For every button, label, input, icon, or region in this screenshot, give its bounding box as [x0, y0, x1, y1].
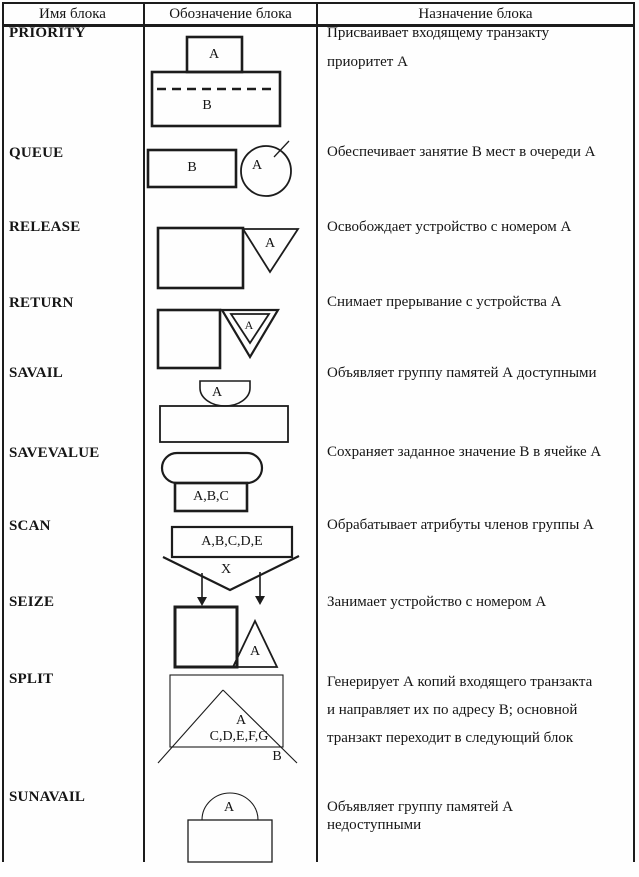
description-line: Занимает устройство с номером А	[327, 594, 547, 610]
block-name-priority: PRIORITY	[9, 25, 86, 41]
priority-label-a: A	[208, 47, 220, 62]
priority-label-b: B	[202, 98, 212, 113]
block-name-release: RELEASE	[9, 219, 81, 235]
description-line: и направляет их по адресу В; основной	[327, 702, 578, 718]
split-label-b: B	[272, 749, 282, 764]
block-name-scan: SCAN	[9, 518, 51, 534]
block-name-savevalue: SAVEVALUE	[9, 445, 100, 461]
split-right-leg	[223, 690, 297, 763]
description-line: Присваивает входящему транзакту	[327, 25, 550, 41]
scan-label-x: X	[220, 562, 232, 577]
description-line: Обрабатывает атрибуты членов группы А	[327, 517, 594, 533]
block-name-split: SPLIT	[9, 671, 54, 687]
block-name-savail: SAVAIL	[9, 365, 64, 381]
column-header-symbol: Обозначение блока	[169, 6, 292, 22]
seize-label-a: A	[249, 644, 261, 659]
priority-bottom-box	[152, 72, 280, 126]
block-name-queue: QUEUE	[9, 145, 64, 161]
seize-box	[175, 607, 237, 667]
savail-cup	[200, 381, 250, 406]
savail-box	[160, 406, 288, 442]
sunavail-box	[188, 820, 272, 862]
split-left-leg	[158, 690, 223, 763]
sunavail-label-a: A	[223, 800, 235, 815]
queue-label-a: A	[251, 158, 263, 173]
queue-circle	[241, 146, 291, 196]
description-line: приоритет А	[327, 54, 408, 70]
release-box	[158, 228, 243, 288]
scan-label-abcde: A,B,C,D,E	[201, 534, 263, 549]
split-label-cdefg: C,D,E,F,G	[209, 729, 269, 744]
column-header-name: Имя блока	[39, 6, 106, 22]
description-line: Снимает прерывание с устройства А	[327, 294, 562, 310]
description-line: недоступными	[327, 817, 422, 833]
block-name-return: RETURN	[9, 295, 74, 311]
savail-label-a: A	[211, 385, 223, 400]
description-line: Обеспечивает занятие В мест в очереди А	[327, 144, 596, 160]
release-label-a: A	[264, 236, 276, 251]
description-line: Генерирует А копий входящего транзакта	[327, 674, 593, 690]
description-line: Объявляет группу памятей А доступными	[327, 365, 597, 381]
return-box	[158, 310, 220, 368]
scan-arrow-right-head	[255, 596, 265, 605]
queue-label-b: B	[187, 160, 197, 175]
description-line: Сохраняет заданное значение В в ячейке А	[327, 444, 602, 460]
description-line: транзакт переходит в следующий блок	[327, 730, 574, 746]
column-header-purpose: Назначение блока	[418, 6, 533, 22]
description-line: Освобождает устройство с номером А	[327, 219, 572, 235]
savevalue-label-abc: A,B,C	[193, 489, 229, 504]
block-name-seize: SEIZE	[9, 594, 55, 610]
block-name-sunavail: SUNAVAIL	[9, 789, 86, 805]
scan-arrow-left-head	[197, 597, 207, 606]
savevalue-stadium	[162, 453, 262, 483]
return-label-a: A	[244, 318, 254, 332]
split-label-a: A	[235, 713, 247, 728]
description-line: Объявляет группу памятей А	[327, 799, 514, 815]
